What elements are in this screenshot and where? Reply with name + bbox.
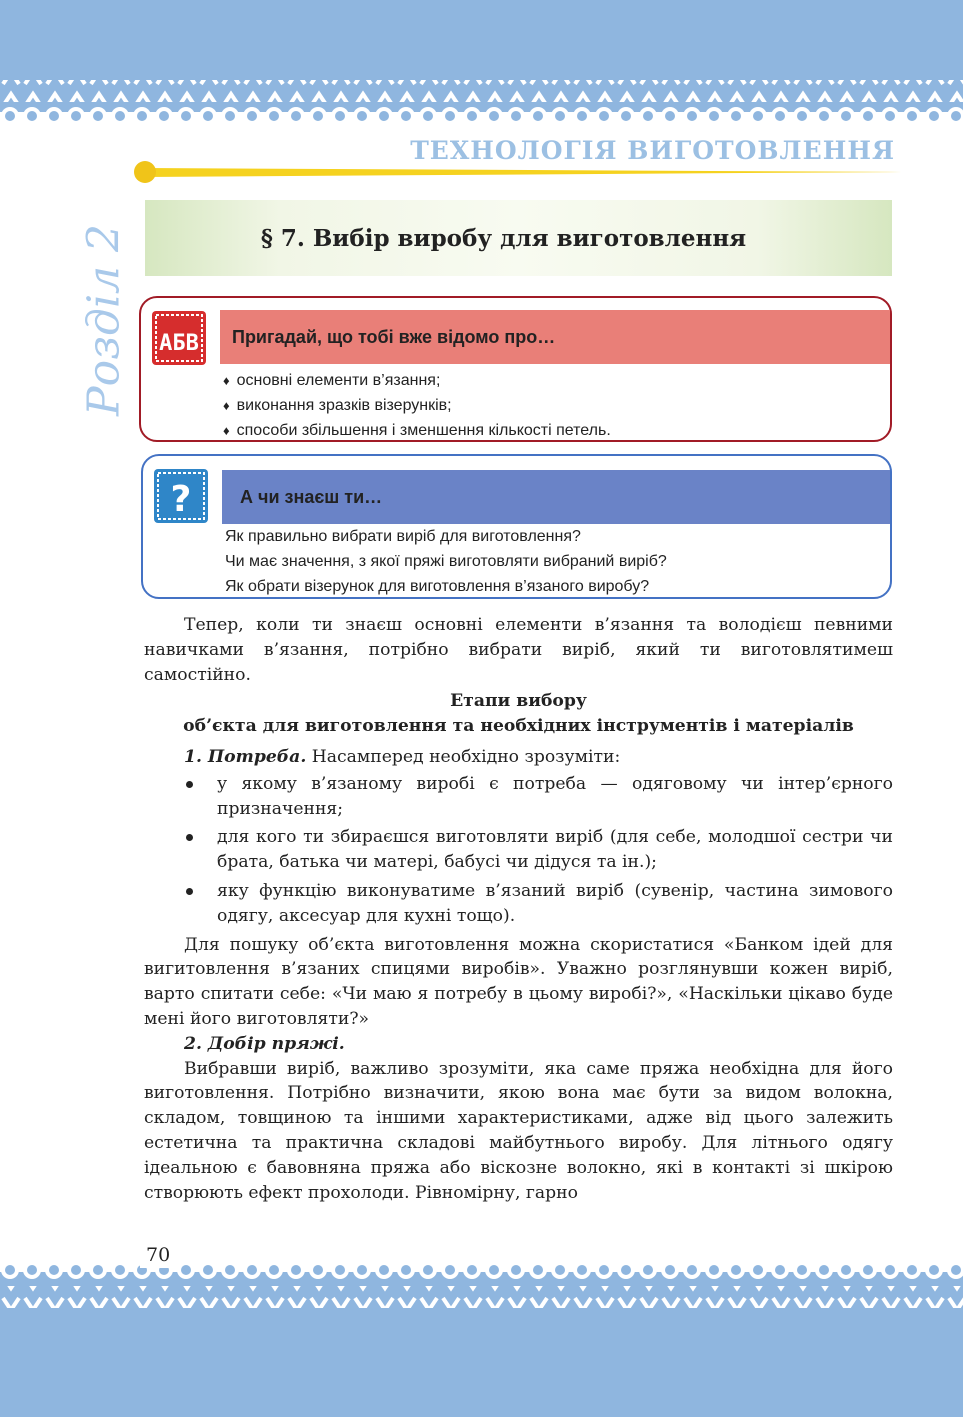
list-item: для кого ти збираєшся виготовляти виріб (для себе, молодшої сестри чи брата, батька чи матері, бабусі чи дідуся та ін.); [144,825,893,875]
list-item: ♦ основні елементи в’язання; [223,368,611,393]
step-2: 2. Добір пряжі. [184,1033,345,1054]
list-item: яку функцію виконуватиме в’язаний виріб (сувенір, частина зимового одягу, аксесуар для кухні тощо). [144,879,893,929]
list-item: Чи має значення, з якої пряжі виготовляти вибраний виріб? [225,553,667,570]
list-item: ♦ виконання зразків візерунків; [223,393,611,418]
remember-heading: Пригадай, що тобі вже відомо про… [220,310,890,364]
list-item: у якому в’язаному виробі є потреба — одяговому чи інтер’єрного призначення; [144,772,893,822]
running-head: ТЕХНОЛОГІЯ ВИГОТОВЛЕННЯ [410,136,895,165]
know-heading: А чи знаєш ти… [222,470,890,524]
bank-paragraph: Для пошуку об’єкта виготовлення можна скористатися «Банком ідей для вигитовлення в’язаних спицями виробів». Уважно розглянувши кожен виріб, варто спитати себе: «Чи маю я потребу в цьому виробі?», «Наскільки цікаво буде мені його виготовляти?» [144,934,893,1029]
top-decorative-band [0,0,963,130]
needs-list [144,772,893,929]
header-rule [132,160,902,186]
section-label: Розділ 2 [78,223,130,417]
step-1: 1. Потреба. Насамперед необхідно зрозуміти: [184,746,621,767]
remember-box [139,296,892,442]
page-title: § 7. Вибір виробу для виготовлення [260,224,747,252]
remember-list [223,368,611,443]
intro-paragraph: Тепер, коли ти знаєш основні елементи в’язання та володієш певними навичками в’язання, потрібно вибрати виріб, який ти виготовлятимеш самостійно. [144,615,893,685]
svg-text:?: ? [170,479,192,520]
main-text [144,613,893,1205]
svg-text:АБВ: АБВ [159,331,199,356]
know-box [141,454,892,599]
question-icon [153,468,209,524]
stages-heading: Етапи вибору об’єкта для виготовлення та необхідних інструментів і матеріалів [183,691,854,737]
list-item: Як правильно вибрати виріб для виготовлення? [225,528,581,545]
yarn-paragraph: Вибравши виріб, важливо зрозуміти, яка саме пряжа необхідна для його виготовлення. Потрібно визначити, якою вона має бути за видом волокна, складом, товщиною та іншими характеристиками, адже від цього залежить естетична та практична складові майбутнього виробу. Для літнього одягу ідеальною є бавовняна пряжа або віскозне волокно, які в контакті зі шкірою створюють ефект прохолоди. Рівномірну, гарно [144,1058,893,1203]
list-item: ♦ способи збільшення і зменшення кількості петель. [223,418,611,443]
title-banner [145,200,892,276]
abc-letters-icon [151,310,207,366]
page-number: 70 [140,1242,176,1268]
know-list [225,524,667,599]
list-item: Як обрати візерунок для виготовлення в’язаного виробу? [225,578,650,595]
bottom-decorative-band [0,1250,963,1417]
